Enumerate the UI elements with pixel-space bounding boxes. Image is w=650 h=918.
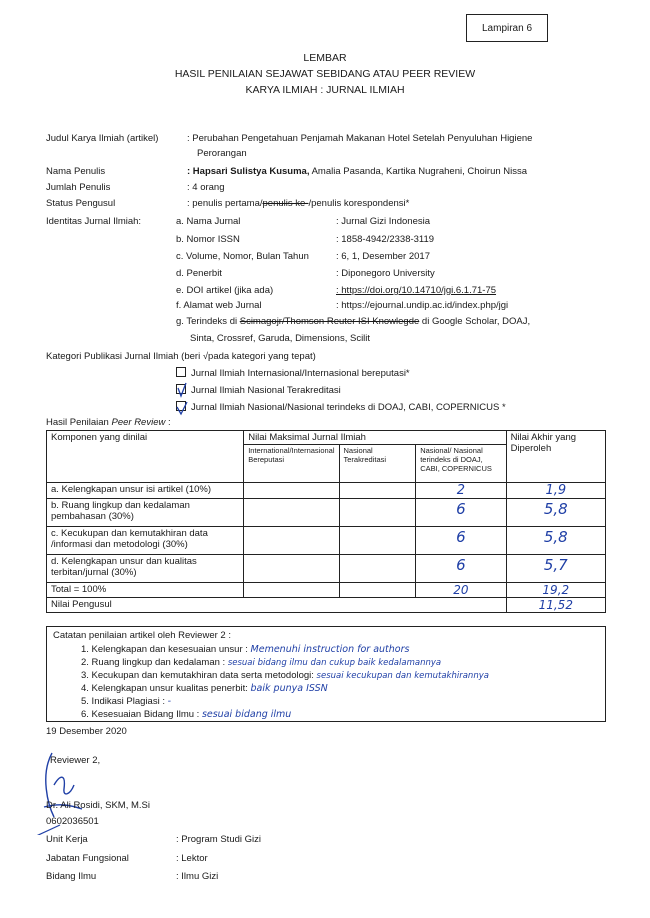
web-journal-link[interactable]: : https://ejournal.undip.ac.id/index.php/jgi — [336, 300, 509, 311]
identitas-key-d: d. Penerbit — [176, 268, 222, 279]
identitas-key-f: f. Alamat web Jurnal — [176, 300, 262, 311]
header-nilai-akhir: Nilai Akhir yang Diperoleh — [506, 431, 605, 483]
cell-empty — [339, 483, 416, 499]
nama-penulis-label: Nama Penulis — [46, 166, 106, 177]
catatan-item — [81, 709, 291, 720]
catatan-item-label: 6. Kesesuaian Bidang Ilmu : — [81, 709, 202, 720]
hasil-label-italic: Peer Review — [111, 417, 166, 428]
cell-empty — [244, 583, 339, 598]
identitas-key-c: c. Volume, Nomor, Bulan Tahun — [176, 251, 309, 262]
status-pengusul-label: Status Pengusul — [46, 198, 116, 209]
catatan-item-hand: - — [167, 696, 172, 707]
jabatan-label: Jabatan Fungsional — [46, 853, 129, 864]
terindeks-pre: g. Terindeks di — [176, 316, 240, 327]
terindeks-struck: Scimagojr/Thomson Reuter ISI Knowlegde — [239, 316, 420, 327]
identitas-key-a: a. Nama Jurnal — [176, 216, 241, 227]
cell-maks: 6 — [416, 499, 506, 527]
kategori-option-1-label: Jurnal Ilmiah Internasional/Internasional bereputasi* — [191, 368, 410, 379]
jabatan-value: : Lektor — [176, 853, 208, 864]
lampiran-label: Lampiran 6 — [481, 22, 533, 34]
catatan-item — [81, 696, 171, 707]
handwritten-check-icon — [172, 378, 202, 418]
unit-kerja-value: : Program Studi Gizi — [176, 834, 261, 845]
cell-maks: 6 — [416, 555, 506, 583]
checkbox-icon[interactable] — [176, 367, 186, 377]
cell-empty — [339, 583, 416, 598]
catatan-item-label: 2. Ruang lingkup dan kedalaman : — [81, 657, 228, 668]
status-pre: : penulis pertama/ — [187, 198, 263, 209]
judul-value-2: Perorangan — [197, 148, 247, 159]
terindeks-line — [176, 316, 530, 327]
header-nilai-maksimal: Nilai Maksimal Jurnal Ilmiah — [244, 431, 506, 445]
catatan-title: Catatan penilaian artikel oleh Reviewer 2 : — [53, 630, 231, 641]
jumlah-penulis-label: Jumlah Penulis — [46, 182, 111, 193]
catatan-item-hand: sesuai bidang ilmu dan cukup baik kedalamannya — [227, 658, 442, 668]
doc-title: LEMBAR — [303, 52, 347, 64]
table-row — [47, 483, 606, 499]
catatan-item-label: 5. Indikasi Plagiasi : — [81, 696, 168, 707]
subheader-terindeks: Nasional/ Nasional terindeks di DOAJ, CABI, COPERNICUS — [416, 445, 506, 483]
subheader-nasional: Nasional Terakreditasi — [339, 445, 416, 483]
table-row — [47, 527, 606, 555]
reviewer-name: Dr. Ali Rosidi, SKM, M.Si — [46, 800, 150, 811]
row-komponen: a. Kelengkapan unsur isi artikel (10%) — [47, 483, 244, 499]
date: 19 Desember 2020 — [46, 726, 127, 737]
status-pengusul-value — [187, 198, 409, 209]
table-row — [47, 555, 606, 583]
identitas-key-b: b. Nomor ISSN — [176, 234, 240, 245]
pengusul-label: Nilai Pengusul — [47, 598, 507, 613]
bidang-ilmu-value: : Ilmu Gizi — [176, 871, 219, 882]
total-label: Total = 100% — [47, 583, 244, 598]
catatan-item — [81, 670, 489, 681]
identitas-value-b: : 1858-4942/2338-3119 — [336, 234, 435, 245]
reviewer-label: Reviewer 2, — [50, 755, 101, 766]
catatan-item-hand: sesuai kecukupan dan kemutakhirannya — [316, 671, 489, 681]
doi-link[interactable]: : https://doi.org/10.14710/jgi.6.1.71-75 — [336, 285, 497, 296]
header-komponen: Komponen yang dinilai — [47, 431, 244, 483]
cell-akhir: 5,7 — [506, 555, 605, 583]
catatan-box — [46, 626, 606, 722]
catatan-item — [81, 657, 441, 668]
total-maks: 20 — [416, 583, 506, 598]
bidang-ilmu-label: Bidang Ilmu — [46, 871, 97, 882]
nama-penulis-value — [187, 166, 527, 177]
catatan-item — [81, 644, 409, 655]
lampiran-box — [466, 14, 548, 42]
row-komponen: c. Kecukupan dan kemutakhiran data /informasi dan metodologi (30%) — [47, 527, 244, 555]
table-row-pengusul — [47, 598, 606, 613]
identitas-value-a: : Jurnal Gizi Indonesia — [336, 216, 430, 227]
jumlah-penulis-value: : 4 orang — [187, 182, 225, 193]
catatan-item-hand: Memenuhi instruction for authors — [250, 644, 410, 655]
catatan-item-hand: baik punya ISSN — [250, 683, 328, 694]
catatan-item-label: 1. Kelengkapan dan kesesuaian unsur : — [81, 644, 251, 655]
cell-empty — [244, 483, 339, 499]
cell-maks: 2 — [416, 483, 506, 499]
kategori-option-1[interactable] — [176, 367, 410, 379]
terindeks-post: di Google Scholar, DOAJ, — [419, 316, 531, 327]
cell-empty — [339, 555, 416, 583]
assessment-table — [46, 430, 606, 613]
total-akhir: 19,2 — [506, 583, 605, 598]
identitas-label: Identitas Jurnal Ilmiah: — [46, 216, 142, 227]
identitas-key-e: e. DOI artikel (jika ada) — [176, 285, 274, 296]
judul-value: : Perubahan Pengetahuan Penjamah Makanan Hotel Setelah Penyuluhan Higiene — [187, 133, 533, 144]
nama-penulis-rest: Amalia Pasanda, Kartika Nugraheni, Choirun Nissa — [309, 166, 528, 177]
cell-maks: 6 — [416, 527, 506, 555]
reviewer-nip: 0602036501 — [46, 816, 99, 827]
pengusul-akhir: 11,52 — [506, 598, 605, 613]
identitas-value-c: : 6, 1, Desember 2017 — [336, 251, 430, 262]
hasil-label-end: : — [165, 417, 171, 428]
status-post: /penulis korespondensi* — [308, 198, 410, 209]
kategori-option-3[interactable] — [176, 401, 506, 413]
catatan-item-hand: sesuai bidang ilmu — [201, 709, 292, 720]
row-komponen: d. Kelengkapan unsur dan kualitas terbitan/jurnal (30%) — [47, 555, 244, 583]
kategori-option-2-label: Jurnal Ilmiah Nasional Terakreditasi — [191, 385, 341, 396]
cell-akhir: 1,9 — [506, 483, 605, 499]
table-row-total — [47, 583, 606, 598]
hasil-label — [46, 417, 171, 428]
doc-subtitle-2: KARYA ILMIAH : JURNAL ILMIAH — [245, 84, 405, 96]
terindeks-line-2: Sinta, Crossref, Garuda, Dimensions, Scilit — [190, 333, 371, 344]
doc-subtitle: HASIL PENILAIAN SEJAWAT SEBIDANG ATAU PEER REVIEW — [174, 68, 476, 80]
cell-empty — [244, 555, 339, 583]
cell-akhir: 5,8 — [506, 499, 605, 527]
row-komponen: b. Ruang lingkup dan kedalaman pembahasan (30%) — [47, 499, 244, 527]
kategori-option-3-label: Jurnal Ilmiah Nasional/Nasional terindeks di DOAJ, CABI, COPERNICUS * — [191, 402, 506, 413]
cell-akhir: 5,8 — [506, 527, 605, 555]
hasil-label-text: Hasil Penilaian — [46, 417, 112, 428]
status-struck: penulis ke- — [262, 198, 309, 209]
cell-empty — [244, 527, 339, 555]
catatan-item — [81, 683, 328, 694]
identitas-value-d: : Diponegoro University — [336, 268, 435, 279]
cell-empty — [339, 527, 416, 555]
judul-label: Judul Karya Ilmiah (artikel) — [46, 133, 159, 144]
subheader-internasional: International/Internasional Bereputasi — [244, 445, 339, 483]
cell-empty — [244, 499, 339, 527]
nama-penulis-bold: : Hapsari Sulistya Kusuma, — [187, 166, 310, 177]
catatan-item-label: 4. Kelengkapan unsur kualitas penerbit: — [81, 683, 251, 694]
unit-kerja-label: Unit Kerja — [46, 834, 88, 845]
kategori-label: Kategori Publikasi Jurnal Ilmiah (beri √pada kategori yang tepat) — [46, 351, 316, 362]
cell-empty — [339, 499, 416, 527]
catatan-item-label: 3. Kecukupan dan kemutakhiran data serta metodologi: — [81, 670, 317, 681]
table-row — [47, 499, 606, 527]
